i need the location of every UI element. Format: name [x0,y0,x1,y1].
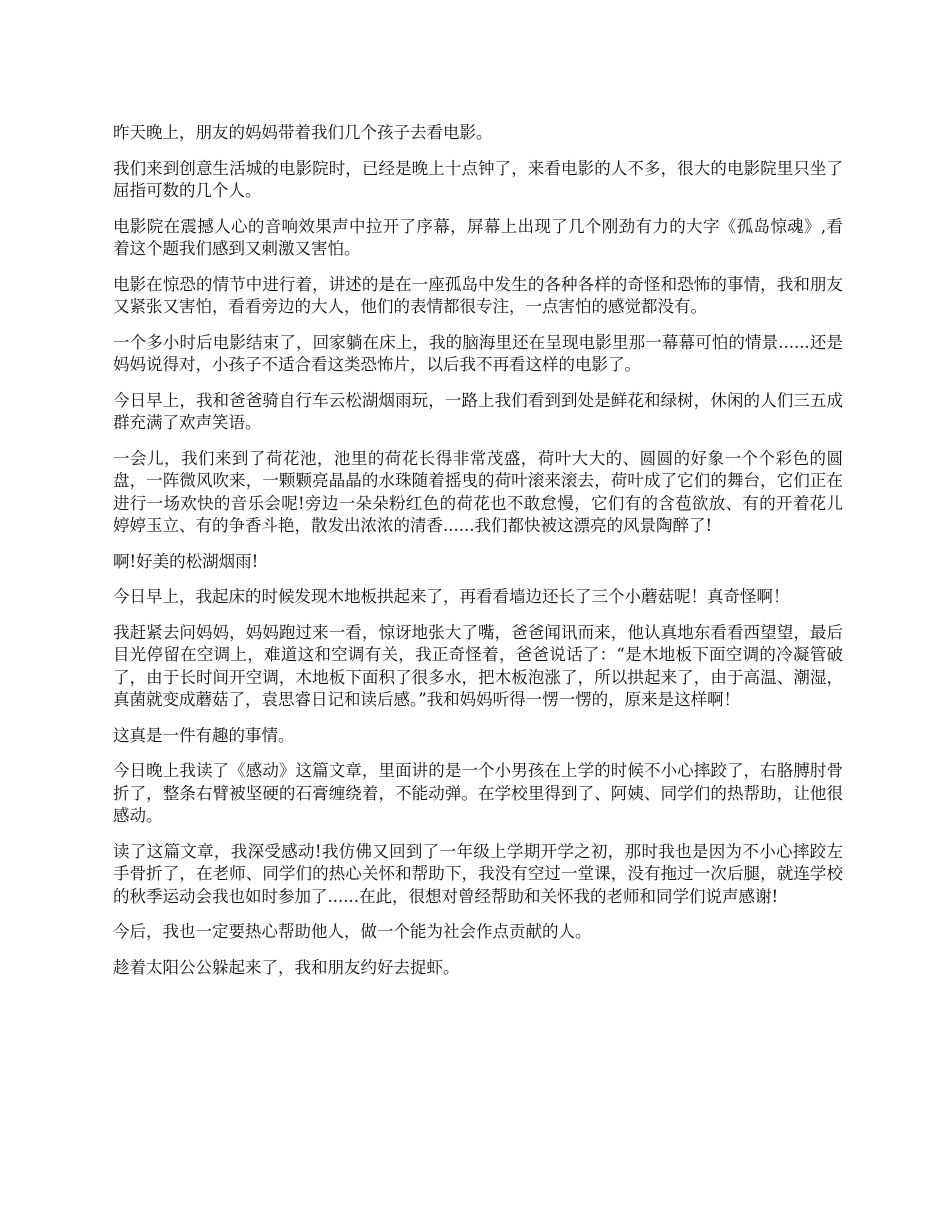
paragraph-12: 今日晚上我读了《感动》这篇文章，里面讲的是一个小男孩在上学的时候不小心摔跤了，右胳膊肘骨折了，整条右臂被坚硬的石膏缠绕着，不能动弹。在学校里得到了、阿姨、同学们的热帮助，让他很感动。 [113,761,843,825]
paragraph-1: 昨天晚上，朋友的妈妈带着我们几个孩子去看电影。 [113,123,493,142]
paragraph-13: 读了这篇文章，我深受感动!我仿佛又回到了一年级上学期开学之初，那时我也是因为不小心摔跤左手骨折了，在老师、同学们的热心关怀和帮助下，我没有空过一堂课，没有拖过一次后腿，就连学校的秋季运动会我也如时参加了......在此，很想对曾经帮助和关怀我的老师和同学们说声感谢! [113,841,843,906]
paragraph-14: 今后，我也一定要热心帮助他人，做一个能为社会作点贡献的人。 [113,922,592,941]
document-body [113,122,843,992]
paragraph-2: 我们来到创意生活城的电影院时，已经是晚上十点钟了，来看电影的人不多，很大的电影院里只坐了屈指可数的几个人。 [113,158,843,200]
paragraph-5: 一个多小时后电影结束了，回家躺在床上，我的脑海里还在呈现电影里那一幕幕可怕的情景......还是妈妈说得对，小孩子不适合看这类恐怖片，以后我不再看这样的电影了。 [113,332,843,374]
paragraph-8: 啊!好美的松湖烟雨! [113,551,259,571]
paragraph-10: 我赶紧去问妈妈，妈妈跑过来一看，惊讶地张大了嘴，爸爸闻讯而来，他认真地东看看西望望，最后目光停留在空调上，难道这和空调有关，我正奇怪着，爸爸说话了：“是木地板下面空调的冷凝管破了，由于长时间开空调，木地板下面积了很多水，把木板泡涨了，所以拱起来了，由于高温、潮湿，真菌就变成蘑菇了，袁思睿日记和读后感。”我和妈妈听得一愣一愣的，原来是这样啊！ [113,622,843,709]
paragraph-7: 一会儿，我们来到了荷花池，池里的荷花长得非常茂盛，荷叶大大的、圆圆的好象一个个彩色的圆盘，一阵微风吹来，一颗颗亮晶晶的水珠随着摇曳的荷叶滚来滚去，荷叶成了它们的舞台，它们正在进行一场欢快的音乐会呢!旁边一朵朵粉红色的荷花也不敢怠慢，它们有的含苞欲放、有的开着花儿婷婷玉立、有的争香斗艳，散发出浓浓的清香......我们都快被这漂亮的风景陶醉了! [113,448,843,535]
paragraph-9: 今日早上，我起床的时候发现木地板拱起来了，再看看墙边还长了三个小蘑菇呢！真奇怪啊！ [113,587,790,606]
paragraph-6: 今日早上，我和爸爸骑自行车云松湖烟雨玩，一路上我们看到到处是鲜花和绿树，休闲的人们三五成群充满了欢声笑语。 [113,390,843,432]
paragraph-3: 电影院在震撼人心的音响效果声中拉开了序幕，屏幕上出现了几个刚劲有力的大字《孤岛惊魂》,看着这个题我们感到又刺激又害怕。 [113,216,843,258]
paragraph-11: 这真是一件有趣的事情。 [113,725,295,745]
paragraph-15: 趁着太阳公公躲起来了，我和朋友约好去捉虾。 [113,957,460,977]
paragraph-4: 电影在惊恐的情节中进行着，讲述的是在一座孤岛中发生的各种各样的奇怪和恐怖的事情，我和朋友又紧张又害怕，看看旁边的大人，他们的表情都很专注，一点害怕的感觉都没有。 [113,274,843,316]
